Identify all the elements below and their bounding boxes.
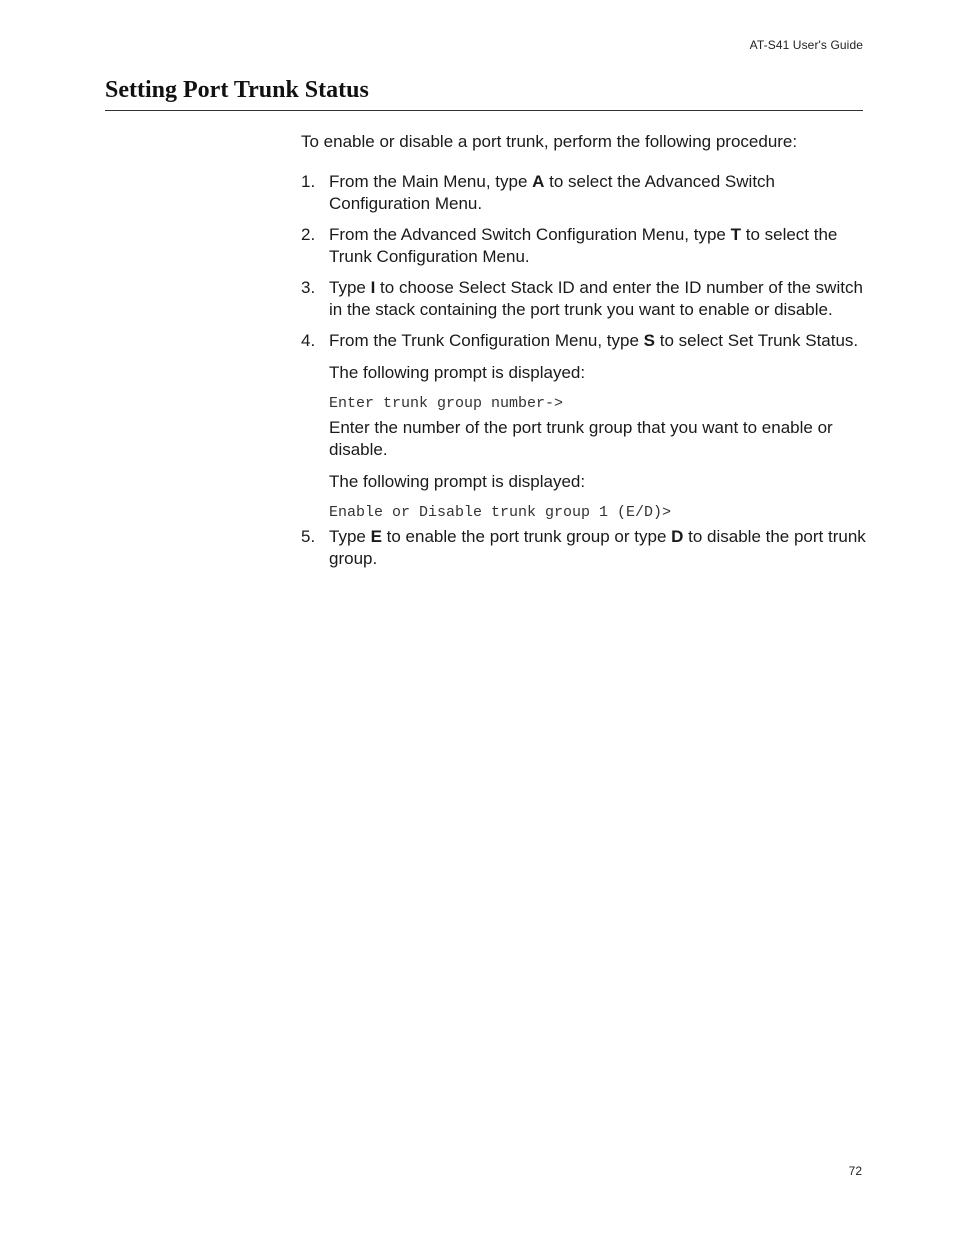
intro-paragraph: To enable or disable a port trunk, perform the following procedure: bbox=[301, 132, 798, 151]
step-number: 3. bbox=[301, 278, 316, 297]
step-number: 2. bbox=[301, 225, 316, 244]
step-text: From the Trunk Configuration Menu, type S to select Set Trunk Status. bbox=[329, 331, 859, 350]
step-number: 5. bbox=[301, 527, 316, 546]
step-text: From the Main Menu, type A to select the Advanced Switch Configuration Menu. bbox=[329, 172, 776, 213]
key-letter: S bbox=[643, 331, 655, 350]
step-text: From the Advanced Switch Configuration Menu, type T to select the Trunk Configuration Menu. bbox=[329, 225, 838, 266]
step-text: Type E to enable the port trunk group or type D to disable the port trunk group. bbox=[329, 527, 866, 568]
step-number: 1. bbox=[301, 172, 316, 191]
step-text: Type I to choose Select Stack ID and enter the ID number of the switch in the stack containing the port trunk you want to enable or disable. bbox=[329, 278, 863, 319]
list-item bbox=[301, 224, 867, 268]
page-number: 72 bbox=[848, 1164, 862, 1178]
list-item bbox=[301, 526, 867, 570]
key-letter: D bbox=[671, 527, 684, 546]
key-letter: I bbox=[370, 278, 376, 297]
section-title: Setting Port Trunk Status bbox=[105, 77, 369, 103]
list-item bbox=[301, 171, 867, 215]
prompt-label: The following prompt is displayed: bbox=[329, 363, 586, 382]
list-item bbox=[301, 330, 867, 524]
running-header: AT-S41 User's Guide bbox=[749, 38, 863, 52]
body-column bbox=[301, 131, 867, 579]
code-prompt: Enable or Disable trunk group 1 (E/D)> bbox=[329, 504, 672, 521]
list-item bbox=[301, 277, 867, 321]
prompt-label: The following prompt is displayed: bbox=[329, 472, 586, 491]
step-number: 4. bbox=[301, 331, 316, 350]
code-prompt: Enter trunk group number-> bbox=[329, 395, 564, 412]
key-letter: T bbox=[730, 225, 741, 244]
procedure-steps bbox=[301, 171, 867, 570]
title-divider bbox=[105, 110, 863, 111]
key-letter: E bbox=[370, 527, 382, 546]
key-letter: A bbox=[532, 172, 545, 191]
instruction-text: Enter the number of the port trunk group that you want to enable or disable. bbox=[329, 418, 833, 459]
